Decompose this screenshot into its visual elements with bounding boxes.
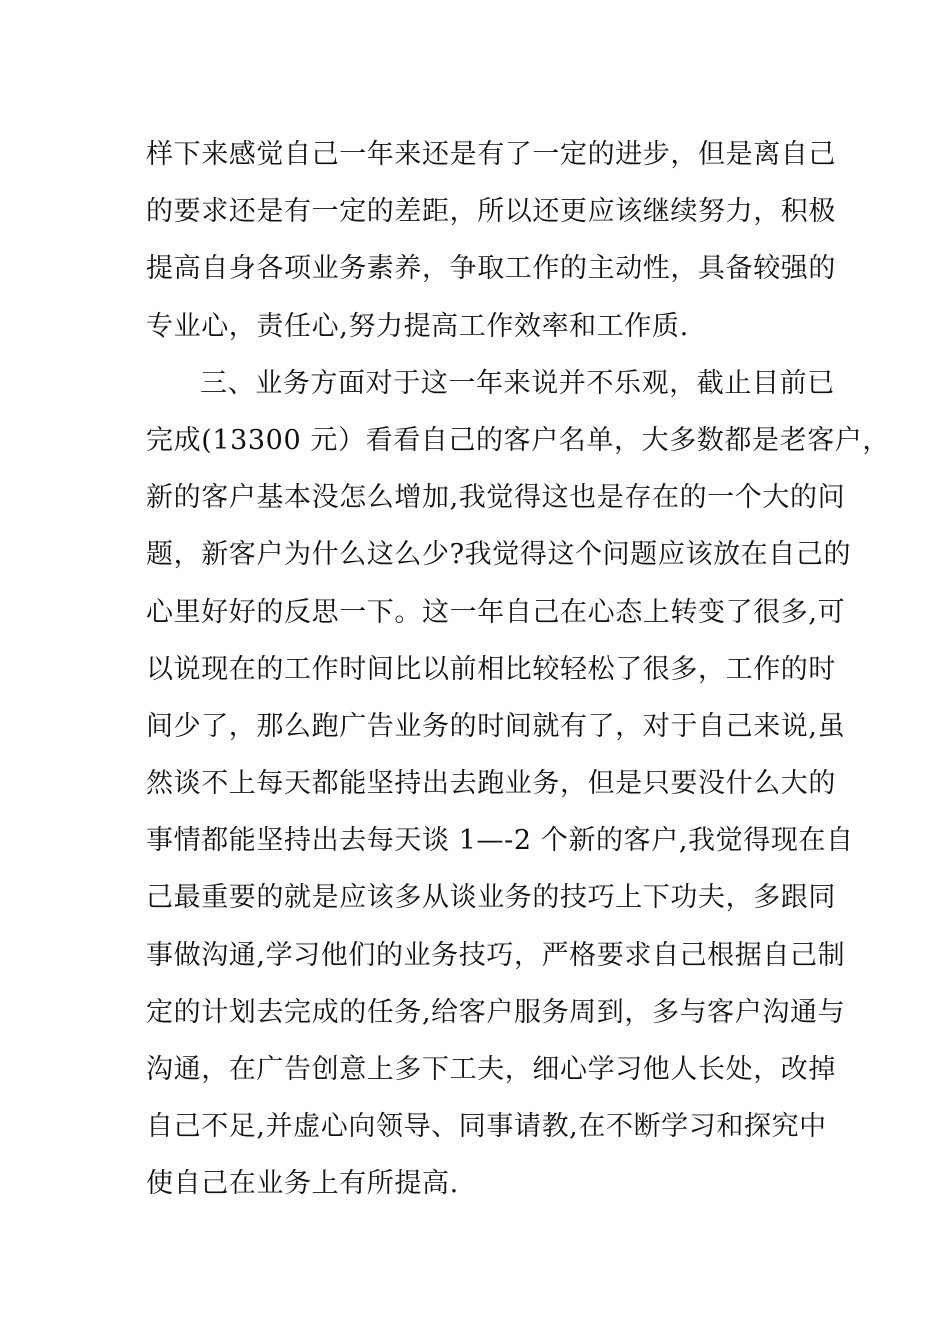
text-line: 的要求还是有一定的差距，所以还更应该继续努力，积极	[146, 196, 836, 228]
text-line: 专业心，责任心,努力提高工作效率和工作质.	[146, 310, 689, 342]
text-line: 沟通，在广告创意上多下工夫，细心学习他人长处，改掉	[146, 1054, 836, 1085]
text-line: 提高自身各项业务素养，争取工作的主动性，具备较强的	[146, 253, 836, 285]
text-line: 新的客户基本没怎么增加,我觉得这也是存在的一个大的问	[146, 482, 846, 514]
body-text	[146, 126, 891, 1213]
text-line: 心里好好的反思一下。这一年自己在心态上转变了很多,可	[146, 596, 846, 628]
text-line: 事情都能坚持出去每天谈 1—-2 个新的客户,我觉得现在自	[146, 825, 854, 857]
text-line: 完成(13300 元）看看自己的客户名单，大多数都是老客户，	[146, 424, 891, 456]
text-line: 三、业务方面对于这一年来说并不乐观，截止目前已	[200, 367, 835, 399]
text-line: 题，新客户为什么这么少?我觉得这个问题应该放在自己的	[146, 539, 852, 571]
text-line: 以说现在的工作时间比以前相比较轻松了很多，工作的时	[146, 653, 836, 685]
text-line: 样下来感觉自己一年来还是有了一定的进步，但是离自己	[146, 139, 836, 170]
text-line: 己最重要的就是应该多从谈业务的技巧上下功夫，多跟同	[146, 882, 836, 914]
text-line: 事做沟通,学习他们的业务技巧，严格要求自己根据自己制	[146, 939, 846, 971]
text-line: 定的计划去完成的任务,给客户服务周到，多与客户沟通与	[146, 996, 846, 1028]
text-line: 使自己在业务上有所提高.	[146, 1168, 459, 1200]
paragraph-business	[146, 355, 891, 1213]
paragraph-continuation	[146, 126, 846, 355]
text-line: 然谈不上每天都能坚持出去跑业务，但是只要没什么大的	[146, 768, 836, 800]
text-line: 间少了，那么跑广告业务的时间就有了，对于自己来说,虽	[146, 710, 846, 742]
text-line: 自己不足,并虚心向领导、同事请教,在不断学习和探究中	[146, 1111, 827, 1143]
